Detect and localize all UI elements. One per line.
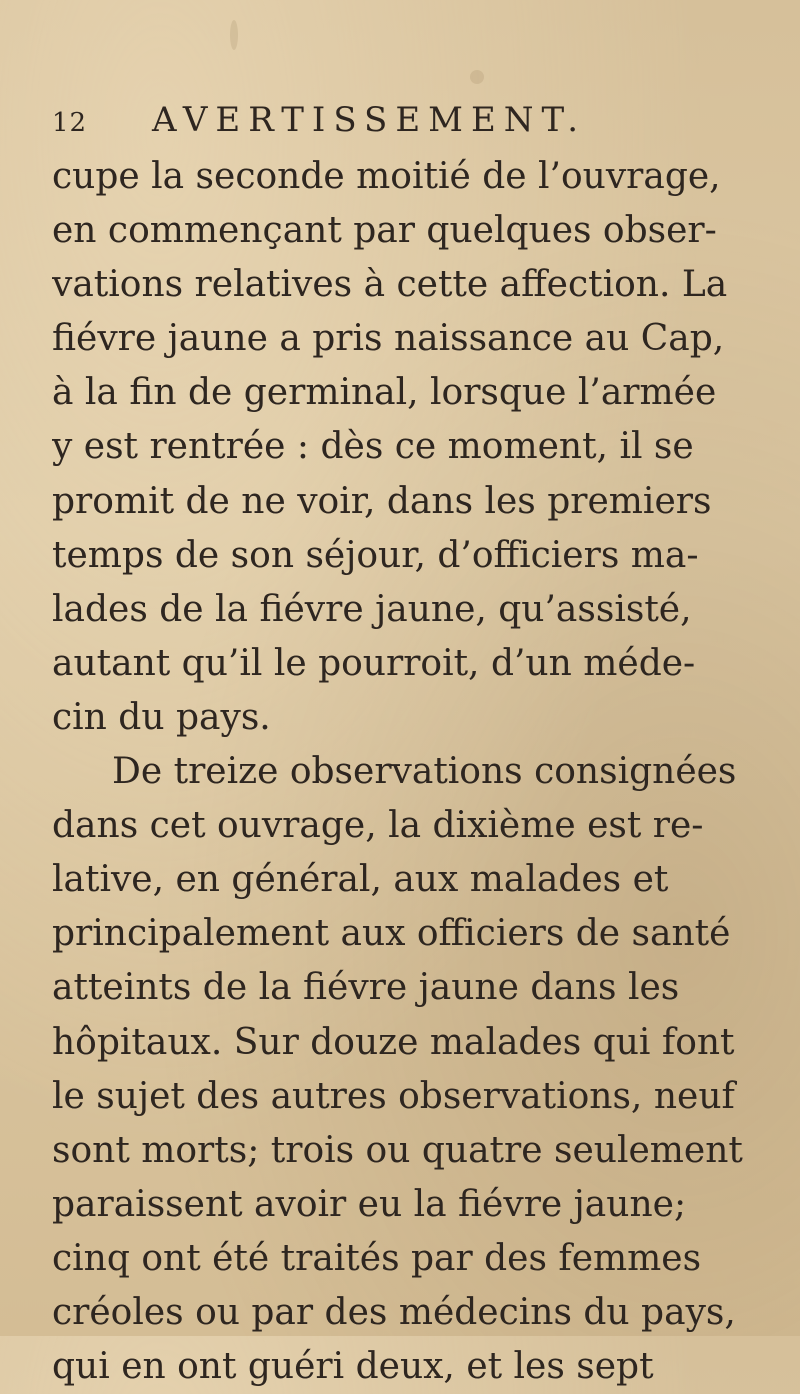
text-line: créoles ou par des médecins du pays, bbox=[52, 1291, 736, 1333]
text-line: qui en ont guéri deux, et les sept bbox=[52, 1346, 654, 1388]
text-line: promit de ne voir, dans les premiers bbox=[52, 480, 712, 522]
text-line: temps de son séjour, d’officiers ma- bbox=[52, 534, 699, 576]
running-head: AVERTISSEMENT. bbox=[152, 100, 587, 140]
text-line: paraissent avoir eu la fiévre jaune; bbox=[52, 1183, 687, 1225]
page-number: 12 bbox=[52, 108, 88, 138]
paragraph-start-line: De treize observations consignées bbox=[112, 751, 737, 793]
text-line: hôpitaux. Sur douze malades qui font bbox=[52, 1021, 735, 1063]
text-line: cin du pays. bbox=[52, 696, 271, 738]
text-line: fiévre jaune a pris naissance au Cap, bbox=[52, 318, 725, 360]
page-header bbox=[52, 100, 752, 144]
text-line: sont morts; trois ou quatre seulement bbox=[52, 1129, 743, 1171]
paper-stain bbox=[470, 70, 484, 84]
paper-stain bbox=[230, 20, 238, 50]
text-line: lative, en général, aux malades et bbox=[52, 859, 669, 901]
text-line: dans cet ouvrage, la dixième est re- bbox=[52, 805, 704, 847]
text-line: y est rentrée : dès ce moment, il se bbox=[52, 426, 694, 468]
text-line: en commençant par quelques obser- bbox=[52, 210, 717, 252]
text-line: lades de la fiévre jaune, qu’assisté, bbox=[52, 588, 692, 630]
body-text bbox=[52, 150, 772, 1394]
text-line: le sujet des autres observations, neuf bbox=[52, 1075, 735, 1117]
text-line: cupe la seconde moitié de l’ouvrage, bbox=[52, 156, 721, 197]
text-line: vations relatives à cette affection. La bbox=[52, 264, 728, 306]
text-line: cinq ont été traités par des femmes bbox=[52, 1237, 702, 1279]
text-line: principalement aux officiers de santé bbox=[52, 913, 731, 955]
text-line: autant qu’il le pourroit, d’un méde- bbox=[52, 642, 696, 684]
text-line: à la fin de germinal, lorsque l’armée bbox=[52, 372, 717, 414]
text-line: atteints de la fiévre jaune dans les bbox=[52, 967, 680, 1009]
